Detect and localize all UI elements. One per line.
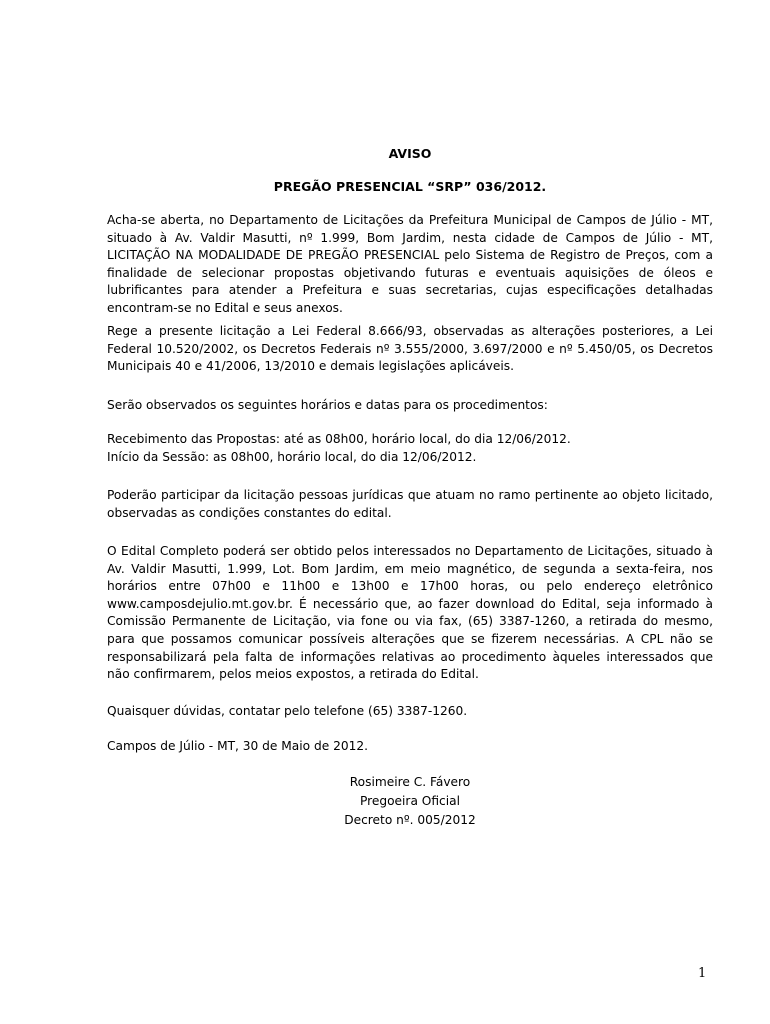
paragraph-legal-basis: Rege a presente licitação a Lei Federal 8.666/93, observadas as alterações posteriores, a Lei Federal 10.520/2002, os Decretos Federais nº 3.555/2000, 3.697/2000 e nº 5.450/05, os Decretos Municipais 40 e 41/2006, 13/2010 e demais legislações aplicáveis. bbox=[107, 324, 713, 374]
paragraph-schedule-intro: Serão observados os seguintes horários e datas para os procedimentos: bbox=[107, 398, 548, 412]
paragraph-participation: Poderão participar da licitação pessoas jurídicas que atuam no ramo pertinente ao objeto licitado, observadas as condições constantes do edital. bbox=[107, 488, 713, 520]
document-subtitle: PREGÃO PRESENCIAL “SRP” 036/2012. bbox=[273, 179, 547, 194]
signature-block bbox=[107, 773, 713, 830]
paragraph-schedule bbox=[107, 431, 713, 466]
page-number: 1 bbox=[698, 966, 707, 981]
paragraph-edital-access: O Edital Completo poderá ser obtido pelos interessados no Departamento de Licitações, situado à Av. Valdir Masutti, 1.999, Lot. Bom Jardim, em meio magnético, de segunda a sexta-feira, nos horários entre 07h00 e 11h00 e 13h00 e 17h00 horas, ou pelo endereço eletrônico www.camposdejulio.mt.gov.br. É necessário que, ao fazer download do Edital, seja informado à Comissão Permanente de Licitação, via fone ou via fax, (65) 3387-1260, a retirada do mesmo, para que possamos comunicar possíveis alterações que se fizerem necessárias. A CPL não se responsabilizará pela falta de informações relativas ao procedimento àqueles interessados que não confirmarem, pelos meios expostos, a retirada do Edital. bbox=[107, 544, 713, 682]
paragraph-opening-notice: Acha-se aberta, no Departamento de Licitações da Prefeitura Municipal de Campos de Júlio - MT, situado à Av. Valdir Masutti, nº 1.999, Bom Jardim, nesta cidade de Campos de Júlio - MT, LICITAÇÃO NA MODALIDADE DE PREGÃO PRESENCIAL pelo Sistema de Registro de Preços, com a finalidade de selecionar propostas objetivando futuras e eventuais aquisições de óleos e lubrificantes para atender a Prefeitura e suas secretarias, cujas especificações detalhadas encontram-se no Edital e seus anexos. bbox=[107, 213, 713, 315]
signature-decree: Decreto nº. 005/2012 bbox=[344, 813, 476, 827]
signature-name: Rosimeire C. Fávero bbox=[349, 775, 471, 789]
signature-role: Pregoeira Oficial bbox=[359, 794, 461, 808]
document-title: AVISO bbox=[388, 146, 432, 161]
schedule-proposals-line: Recebimento das Propostas: até as 08h00, horário local, do dia 12/06/2012. bbox=[107, 432, 571, 446]
schedule-session-line: Início da Sessão: as 08h00, horário local, do dia 12/06/2012. bbox=[107, 449, 477, 464]
paragraph-contact: Quaisquer dúvidas, contatar pelo telefone (65) 3387-1260. bbox=[107, 704, 468, 718]
paragraph-place-date: Campos de Júlio - MT, 30 de Maio de 2012. bbox=[107, 739, 368, 753]
document-page bbox=[107, 0, 713, 1024]
